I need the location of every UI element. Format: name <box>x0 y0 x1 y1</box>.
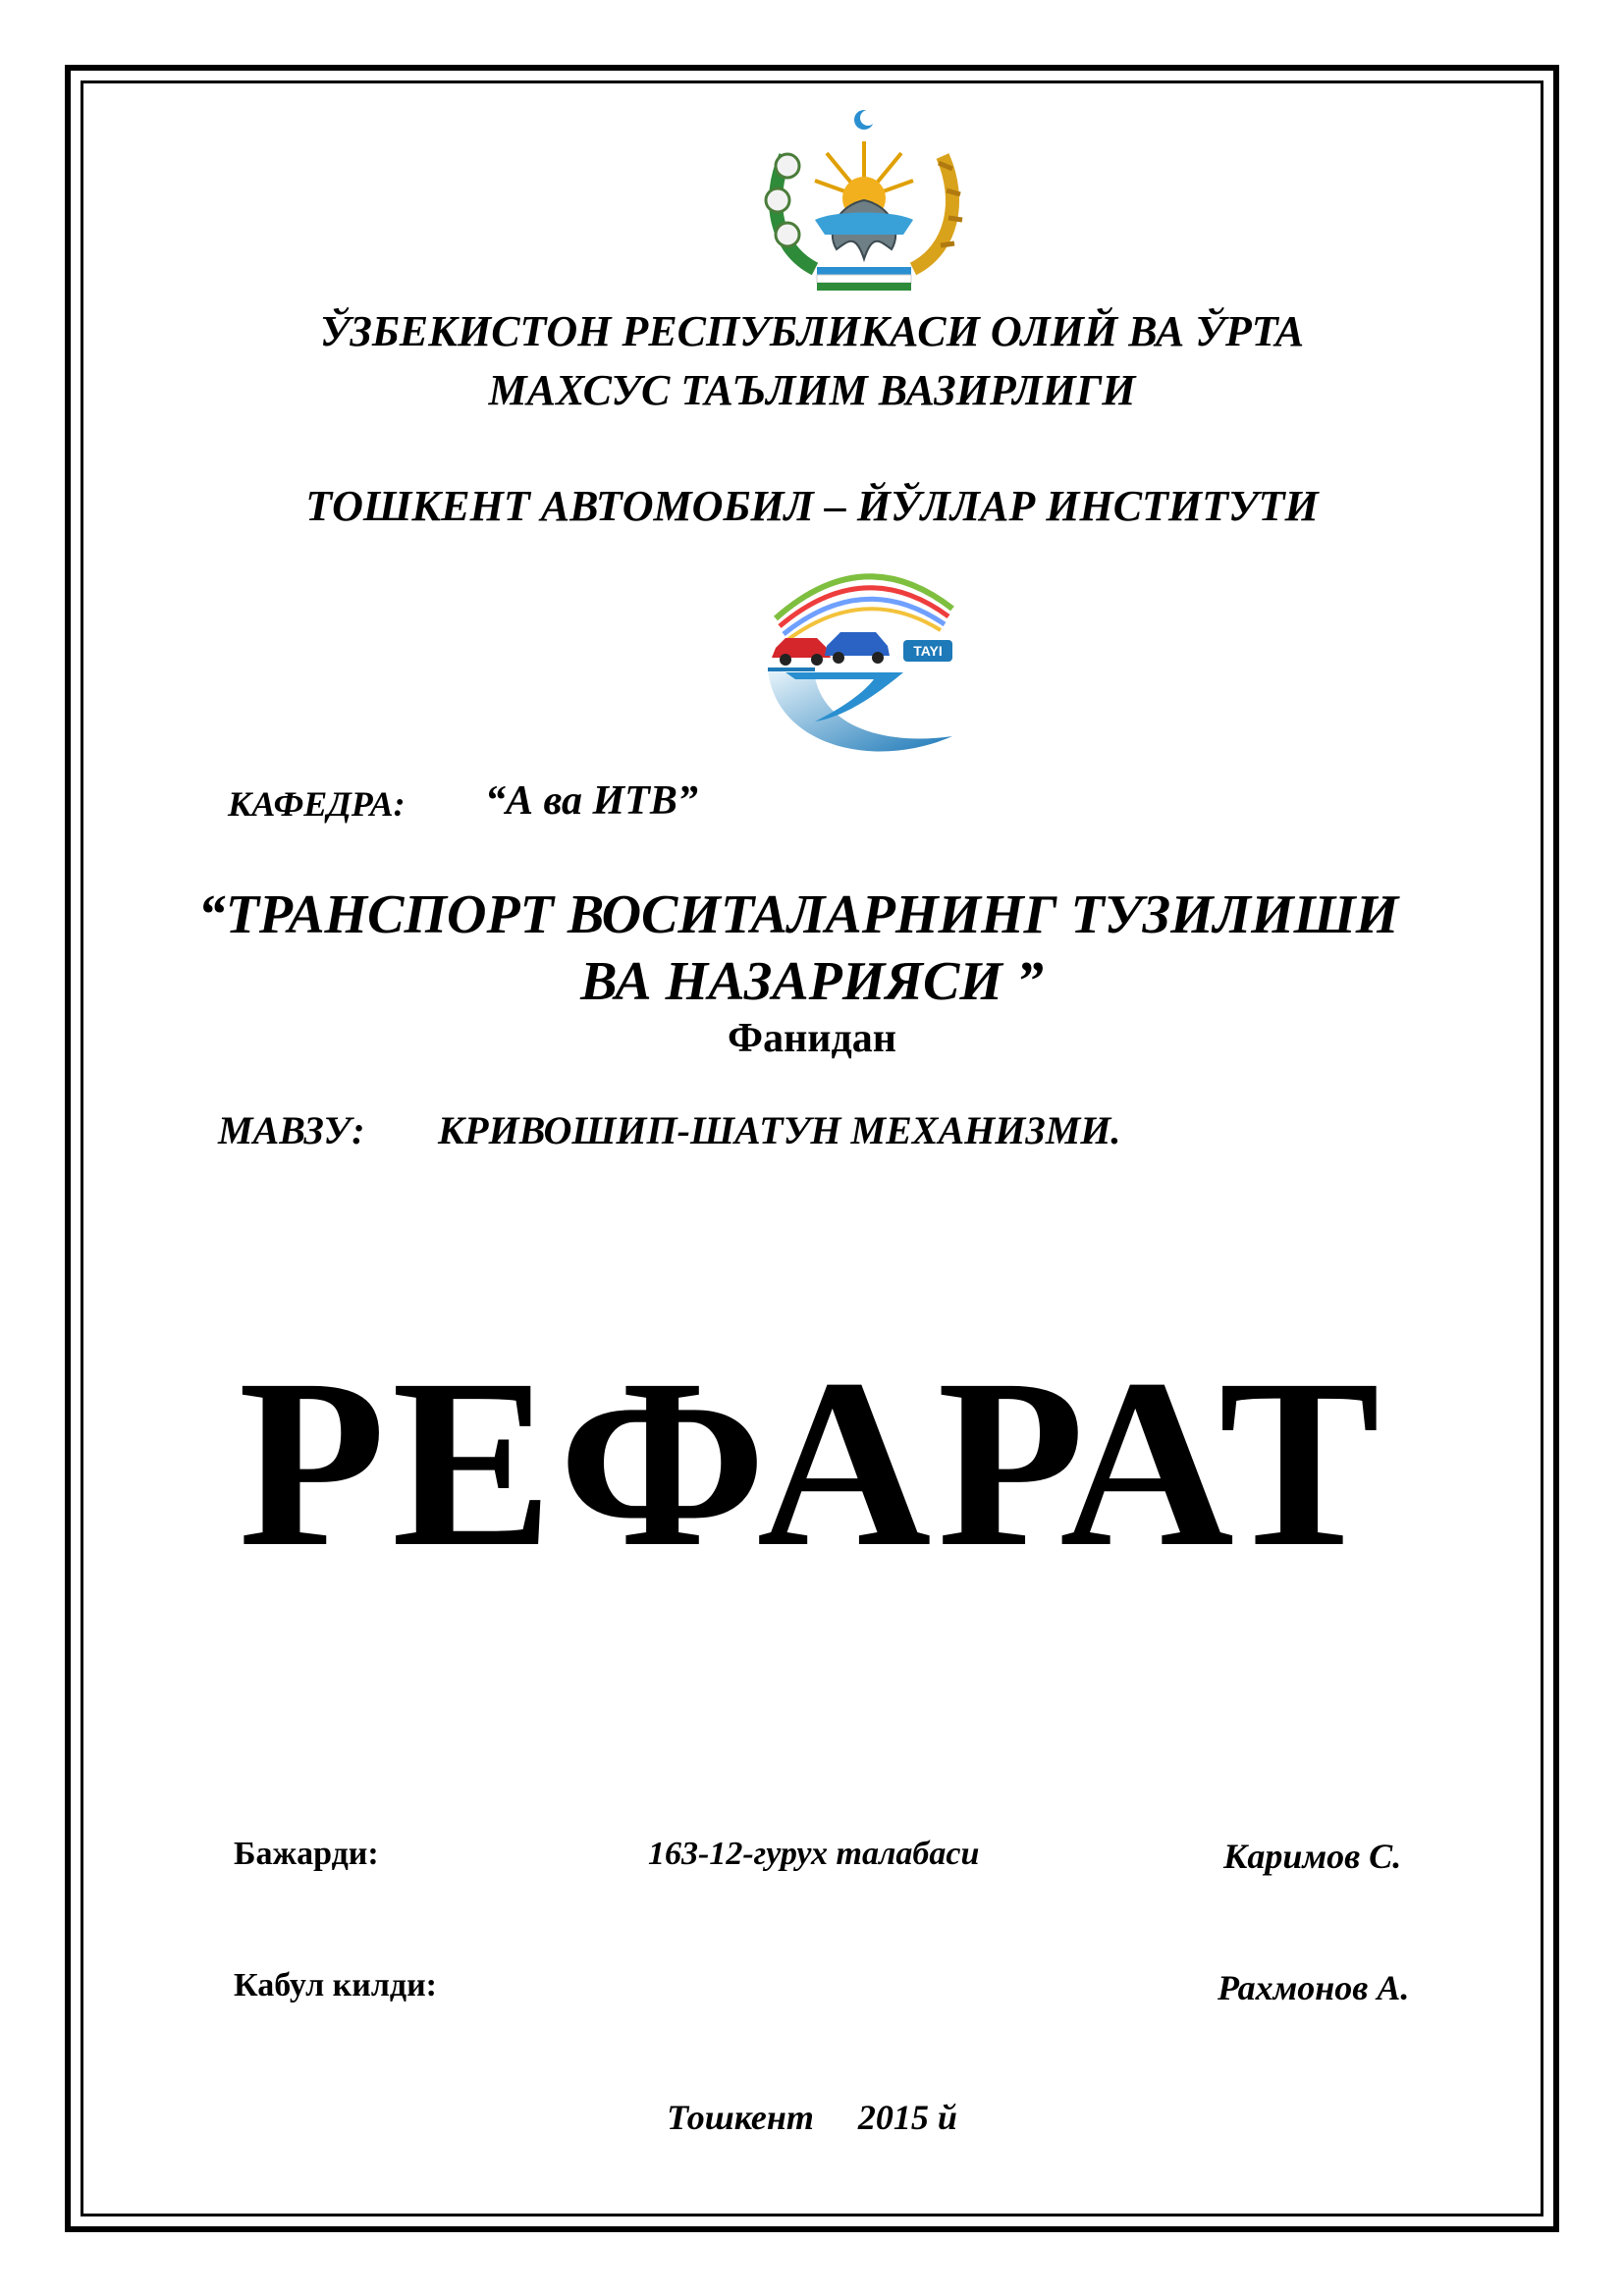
institute-logo <box>756 550 977 761</box>
department-value: “А ва ИТВ” <box>485 778 698 824</box>
topic-label: МАВЗУ: <box>218 1108 365 1152</box>
accepted-name: Рахмонов А. <box>1218 1968 1410 2007</box>
institute-name: ТОШКЕНТ АВТОМОБИЛ – ЙЎЛЛАР ИНСТИТУТИ <box>305 482 1319 530</box>
performed-group: 163-12-гурух талабаси <box>648 1836 980 1872</box>
subject-line-1: “ТРАНСПОРТ ВОСИТАЛАРНИНГ ТУЗИЛИШИ <box>197 884 1399 945</box>
state-emblem-icon <box>746 102 982 298</box>
performed-label: Бажарди: <box>234 1836 379 1872</box>
city-year: Тошкент 2015 й <box>667 2098 957 2137</box>
subject-line-2: ВА НАЗАРИЯСИ ” <box>580 951 1044 1012</box>
document-title: РЕФАРАТ <box>238 1330 1386 1597</box>
topic-value: КРИВОШИП-ШАТУН МЕХАНИЗМИ. <box>438 1108 1121 1152</box>
ministry-line-2: МАХСУС ТАЪЛИМ ВАЗИРЛИГИ <box>488 366 1136 414</box>
department-label: КАФЕДРА: <box>228 784 406 824</box>
logo-text: TAYI <box>913 643 943 659</box>
ministry-line-1: ЎЗБЕКИСТОН РЕСПУБЛИКАСИ ОЛИЙ ВА ЎРТА <box>319 307 1305 355</box>
accepted-label: Кабул килди: <box>234 1967 438 2003</box>
performed-name: Каримов С. <box>1223 1837 1402 1876</box>
subject-suffix: Фанидан <box>728 1016 896 1061</box>
